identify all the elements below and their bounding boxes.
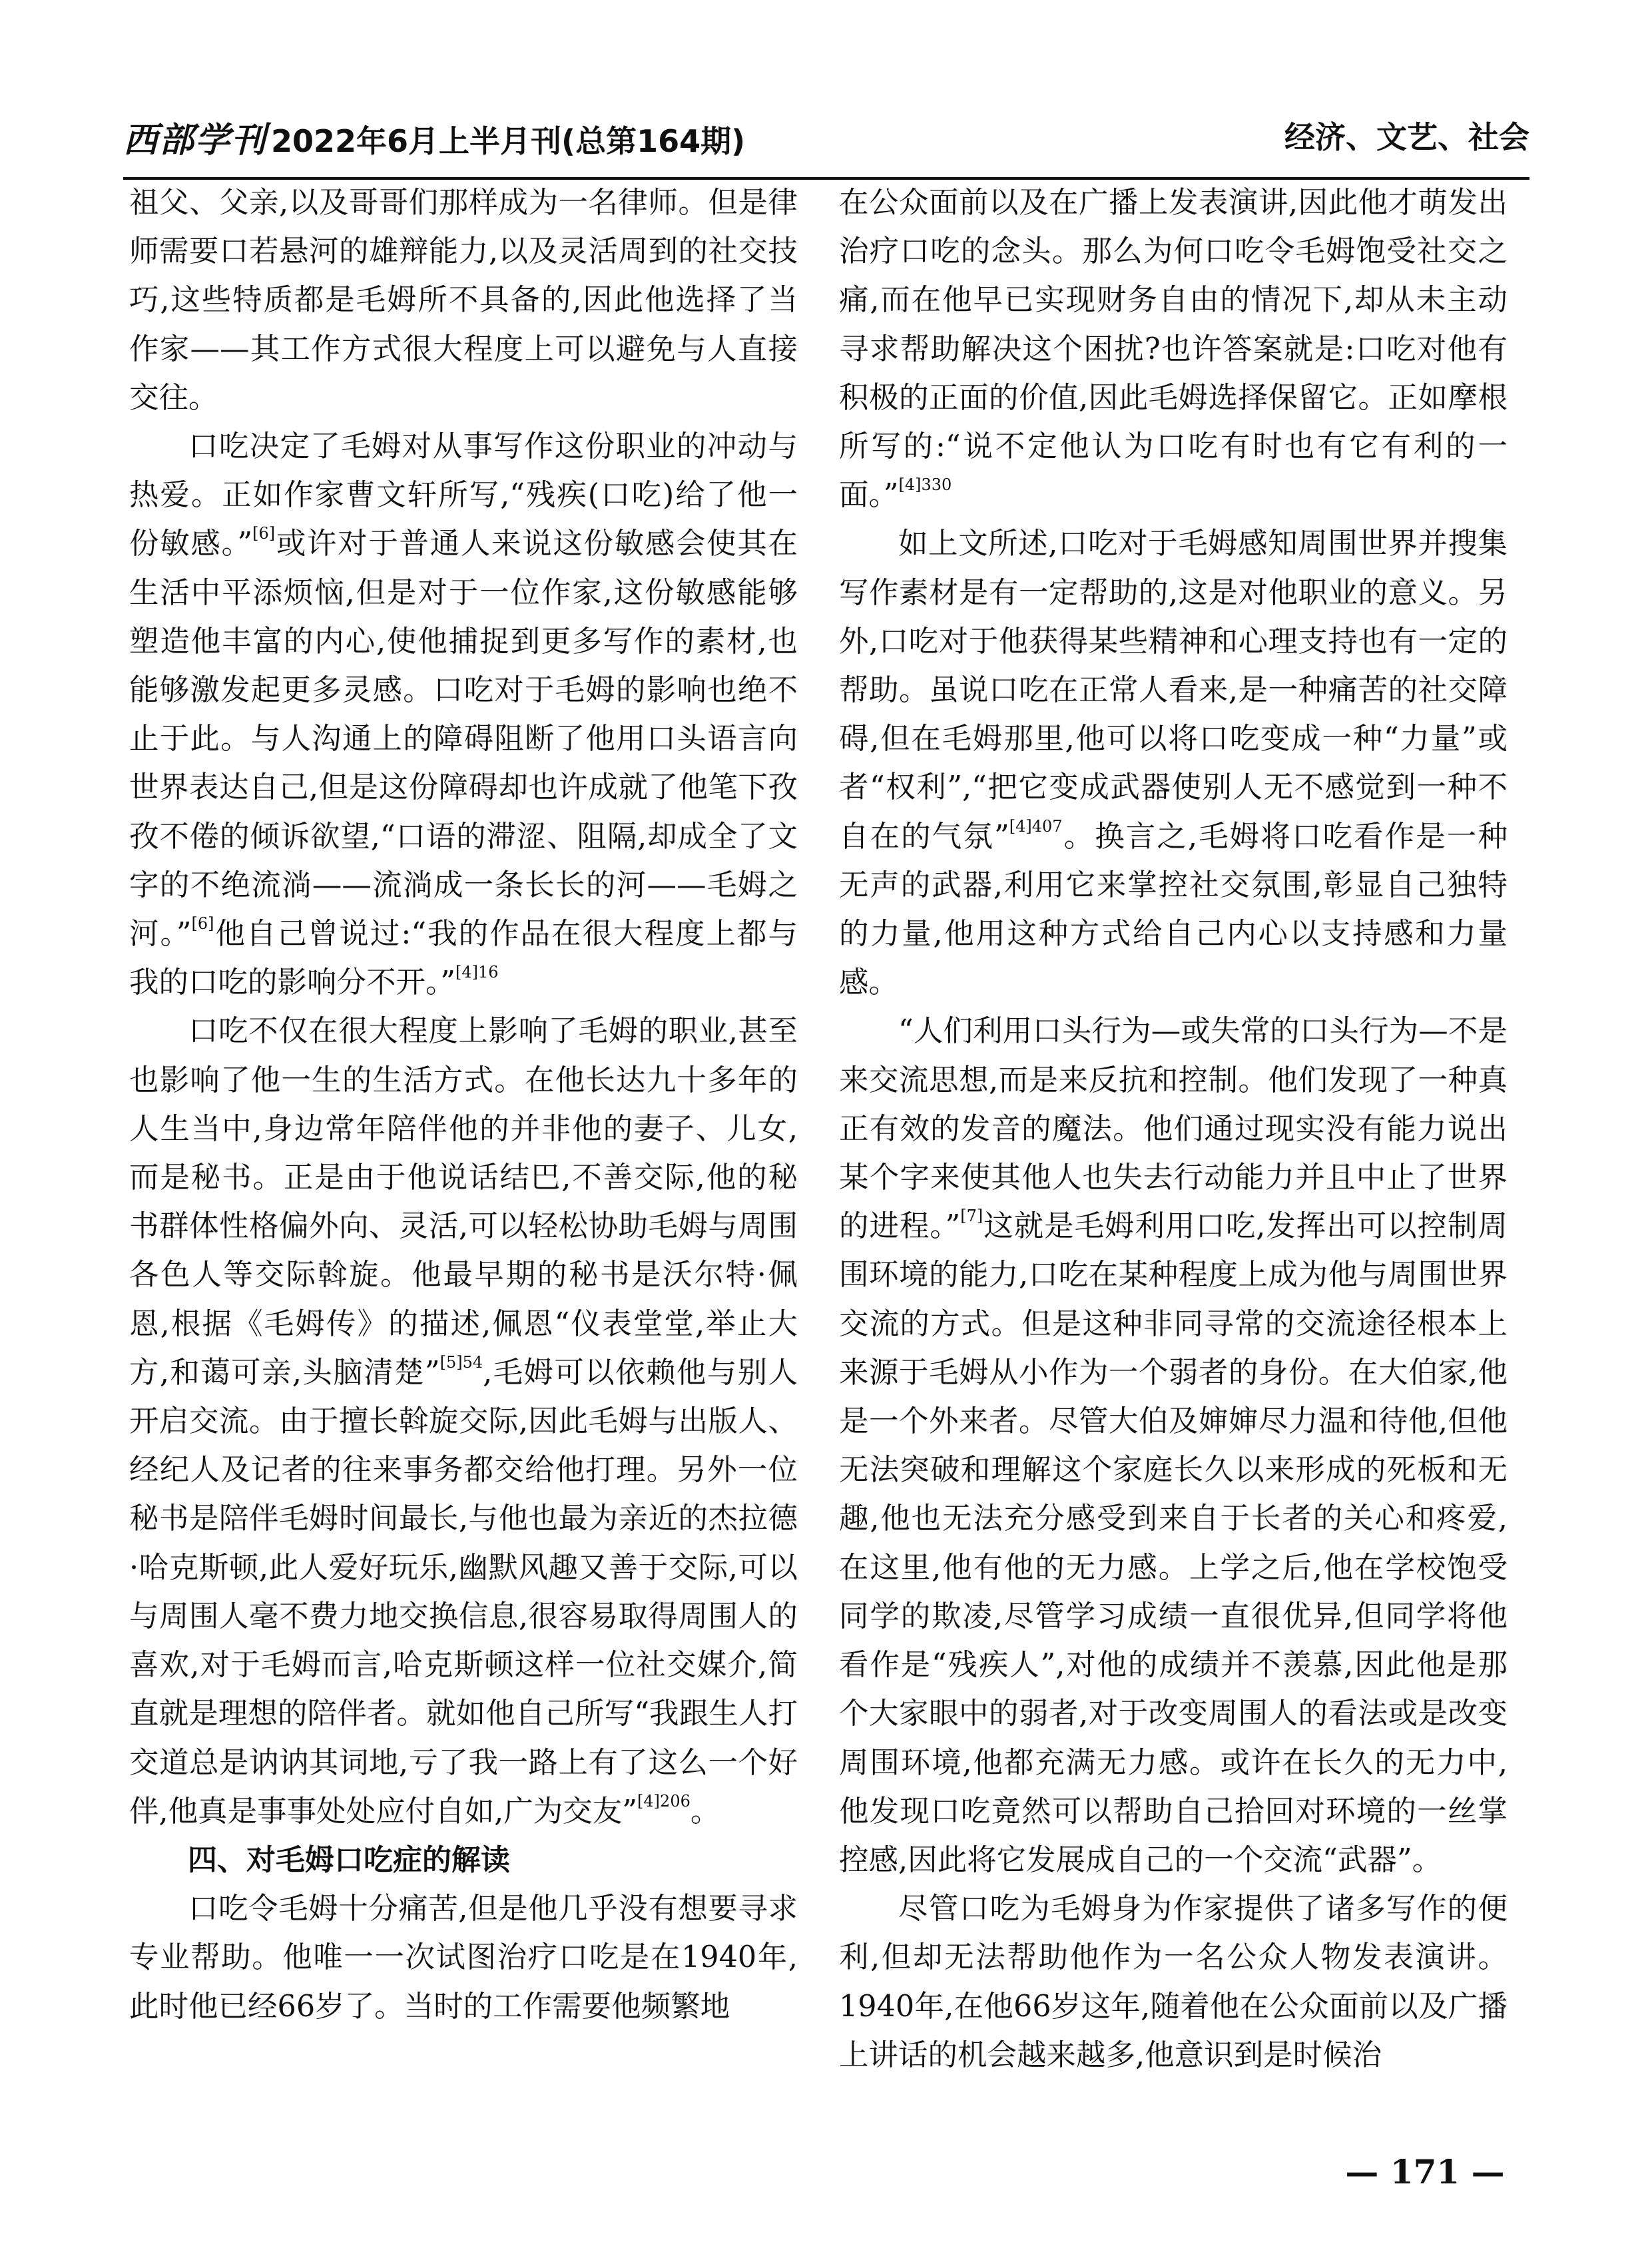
citation: [6] bbox=[191, 914, 214, 934]
running-header bbox=[123, 105, 1529, 180]
paragraph bbox=[129, 422, 798, 1007]
right-column bbox=[839, 178, 1508, 2109]
citation: [6] bbox=[252, 524, 276, 543]
paragraph-text: 。 bbox=[690, 1794, 720, 1828]
citation: [5]54 bbox=[439, 1352, 483, 1372]
citation: [4]206 bbox=[637, 1791, 690, 1811]
paragraph bbox=[839, 1007, 1508, 1884]
paragraph-text: 口吃决定了毛姆对从事写作这份职业的冲动与热爱。正如作家曹文轩所写,“残疾(口吃)给了他一份敏感。” bbox=[129, 429, 798, 561]
section-title: 经济、文艺、社会 bbox=[1284, 119, 1529, 155]
paragraph-text: “人们利用口头行为—或失常的口头行为—不是来交流思想,而是来反抗和控制。他们发现了一种真正有效的发音的魔法。他们通过现实没有能力说出某个字来使其他人也失去行动能力并且中止了世界的进程。” bbox=[839, 1014, 1508, 1244]
paragraph-text: 或许对于普通人来说这份敏感会使其在生活中平添烦恼,但是对于一位作家,这份敏感能够塑造他丰富的内心,使他捕捉到更多写作的素材,也能够激发起更多灵感。口吃对于毛姆的影响也绝不止于此。与人沟通上的障碍阻断了他用口头语言向世界表达自己,但是这份障碍却也许成就了他笔下孜孜不倦的倾诉欲望,“口语的滞涩、阻隔,却成全了文字的不绝流淌——流淌成一条长长的河——毛姆之河。” bbox=[129, 527, 798, 952]
paragraph-text: 这就是毛姆利用口吃,发挥出可以控制周围环境的能力,口吃在某种程度上成为他与周围世界交流的方式。但是这种非同寻常的交流途径根本上来源于毛姆从小作为一个弱者的身份。在大伯家,他是一个外来者。尽管大伯及婶婶尽力温和待他,但他无法突破和理解这个家庭长久以来形成的死板和无趣,他也无法充分感受到来自于长者的关心和疼爱,在这里,他有他的无力感。上学之后,他在学校饱受同学的欺凌,尽管学习成绩一直很优异,但同学将他看作是“残疾人”,对他的成绩并不羡慕,因此他是那个大家眼中的弱者,对于改变周围人的看法或是改变周围环境,他都充满无力感。或许在长久的无力中,他发现口吃竟然可以帮助自己拾回对环境的一丝掌控感,因此将它发展成自己的一个交流“武器”。 bbox=[839, 1209, 1508, 1877]
citation: [4]330 bbox=[898, 475, 952, 495]
header-left bbox=[123, 112, 745, 162]
paragraph: 口吃令毛姆十分痛苦,但是他几乎没有想要寻求专业帮助。他唯一一次试图治疗口吃是在1940年,此时他已经66岁了。当时的工作需要他频繁地 bbox=[129, 1892, 798, 2024]
citation: [4]16 bbox=[455, 963, 499, 982]
citation: [4]407 bbox=[1009, 816, 1063, 836]
citation: [7] bbox=[960, 1207, 983, 1226]
paragraph-text: 如上文所述,口吃对于毛姆感知周围世界并搜集写作素材是有一定帮助的,这是对他职业的意义。另外,口吃对于他获得某些精神和心理支持也有一定的帮助。虽说口吃在正常人看来,是一种痛苦的社交障碍,但在毛姆那里,他可以将口吃变成一种“力量”或者“权利”,“把它变成武器使别人无不感觉到一种不自在的气氛” bbox=[839, 527, 1508, 854]
paragraph-text: 。换言之,毛姆将口吃看作是一种无声的武器,利用它来掌控社交氛围,彰显自己独特的力量,他用这种方式给自己内心以支持感和力量感。 bbox=[839, 819, 1508, 1000]
paragraph: 祖父、父亲,以及哥哥们那样成为一名律师。但是律师需要口若悬河的雄辩能力,以及灵活周到的社交技巧,这些特质都是毛姆所不具备的,因此他选择了当作家——其工作方式很大程度上可以避免与人直接交往。 bbox=[129, 186, 798, 415]
paragraph bbox=[839, 519, 1508, 1007]
section-heading: 四、对毛姆口吃症的解读 bbox=[188, 1842, 510, 1877]
journal-logo: 西部学刊 bbox=[123, 120, 268, 160]
paragraph bbox=[129, 1007, 798, 1835]
issue-info: 2022年6月上半月刊(总第164期) bbox=[271, 123, 746, 159]
paragraph-text: 口吃不仅在很大程度上影响了毛姆的职业,甚至也影响了他一生的生活方式。在他长达九十多年的人生当中,身边常年陪伴他的并非他的妻子、儿女,而是秘书。正是由于他说话结巴,不善交际,他的秘书群体性格偏外向、灵活,可以轻松协助毛姆与周围各色人等交际斡旋。他最早期的秘书是沃尔特·佩恩,根据《毛姆传》的描述,佩恩“仪表堂堂,举止大方,和蔼可亲,头脑清楚” bbox=[129, 1014, 798, 1390]
left-column bbox=[129, 178, 798, 2109]
paragraph: 尽管口吃为毛姆身为作家提供了诸多写作的便利,但却无法帮助他作为一名公众人物发表演讲。1940年,在他66岁这年,随着他在公众面前以及广播上讲话的机会越来越多,他意识到是时候治 bbox=[839, 1892, 1508, 2072]
page-number: — 171 — bbox=[1345, 2152, 1505, 2191]
paragraph-text: 他自己曾说过:“我的作品在很大程度上都与我的口吃的影响分不开。” bbox=[129, 917, 798, 1000]
paragraph-text: 在公众面前以及在广播上发表演讲,因此他才萌发出治疗口吃的念头。那么为何口吃令毛姆饱受社交之痛,而在他早已实现财务自由的情况下,却从未主动寻求帮助解决这个困扰?也许答案就是:口吃对他有积极的正面的价值,因此毛姆选择保留它。正如摩根所写的:“说不定他认为口吃有时也有它有利的一面。” bbox=[839, 186, 1508, 513]
paragraph bbox=[839, 178, 1508, 519]
paragraph-text: ,毛姆可以依赖他与别人开启交流。由于擅长斡旋交际,因此毛姆与出版人、经纪人及记者的往来事务都交给他打理。另外一位秘书是陪伴毛姆时间最长,与他也最为亲近的杰拉德·哈克斯顿,此人爱好玩乐,幽默风趣又善于交际,可以与周围人毫不费力地交换信息,很容易取得周围人的喜欢,对于毛姆而言,哈克斯顿这样一位社交媒介,简直就是理想的陪伴者。就如他自己所写“我跟生人打交道总是讷讷其词地,亏了我一路上有了这么一个好伴,他真是事事处处应付自如,广为交友” bbox=[129, 1355, 798, 1828]
